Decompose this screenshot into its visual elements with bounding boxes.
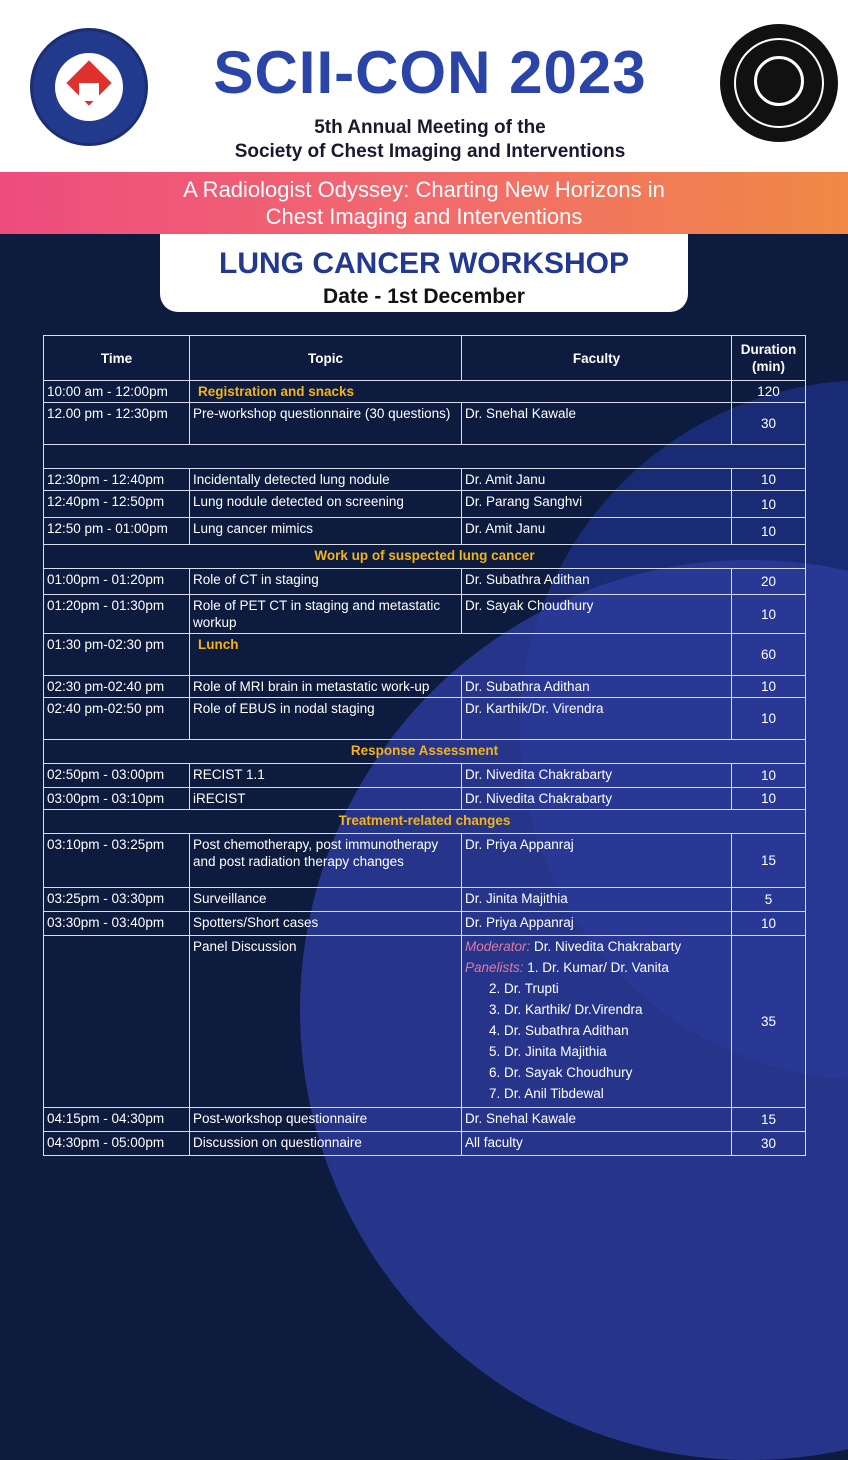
table-row bbox=[44, 381, 806, 403]
duration-cell: 5 bbox=[732, 888, 806, 912]
time-cell: 03:25pm - 03:30pm bbox=[44, 888, 190, 912]
topic-cell: Post chemotherapy, post immunotherapy and post radiation therapy changes bbox=[190, 834, 462, 888]
moderator-line bbox=[465, 938, 728, 955]
time-cell: 02:40 pm-02:50 pm bbox=[44, 698, 190, 740]
panelist-name: 2. Dr. Trupti bbox=[489, 981, 559, 996]
table-row bbox=[44, 888, 806, 912]
table-row bbox=[44, 491, 806, 518]
faculty-cell: Dr. Karthik/Dr. Virendra bbox=[462, 698, 732, 740]
time-cell: 03:00pm - 03:10pm bbox=[44, 788, 190, 810]
topic-cell: Role of CT in staging bbox=[190, 569, 462, 595]
panelists-label: Panelists: bbox=[465, 960, 524, 975]
workshop-title: LUNG CANCER WORKSHOP bbox=[219, 247, 629, 280]
moderator-label: Moderator: bbox=[465, 939, 531, 954]
spacer-row bbox=[44, 445, 806, 469]
table-row bbox=[44, 676, 806, 698]
duration-cell: 15 bbox=[732, 834, 806, 888]
topic-cell: Pre-workshop questionnaire (30 questions) bbox=[190, 403, 462, 445]
duration-cell: 10 bbox=[732, 469, 806, 491]
duration-cell: 10 bbox=[732, 491, 806, 518]
panelist-name: 7. Dr. Anil Tibdewal bbox=[489, 1086, 604, 1101]
duration-cell: 60 bbox=[732, 634, 806, 676]
table-row bbox=[44, 1108, 806, 1132]
moderator-name: Dr. Nivedita Chakrabarty bbox=[534, 939, 682, 954]
topic-cell: Panel Discussion bbox=[190, 936, 462, 1108]
table-row bbox=[44, 834, 806, 888]
time-cell: 12:50 pm - 01:00pm bbox=[44, 518, 190, 545]
section-row bbox=[44, 810, 806, 834]
topic-cell: Role of MRI brain in metastatic work-up bbox=[190, 676, 462, 698]
table-header-row bbox=[44, 336, 806, 381]
faculty-cell: Dr. Snehal Kawale bbox=[462, 1108, 732, 1132]
duration-cell: 10 bbox=[732, 518, 806, 545]
spacer-cell bbox=[44, 445, 806, 469]
panelist-line bbox=[465, 1043, 728, 1060]
time-cell: 01:30 pm-02:30 pm bbox=[44, 634, 190, 676]
scii-society-logo bbox=[720, 24, 838, 142]
table-row bbox=[44, 518, 806, 545]
event-subtitle: 5th Annual Meeting of the Society of Chest Imaging and Interventions bbox=[234, 117, 626, 162]
topic-cell: Registration and snacks bbox=[190, 381, 732, 403]
time-cell: 12:40pm - 12:50pm bbox=[44, 491, 190, 518]
topic-cell: Post-workshop questionnaire bbox=[190, 1108, 462, 1132]
faculty-cell: Dr. Nivedita Chakrabarty bbox=[462, 764, 732, 788]
duration-cell: 30 bbox=[732, 1132, 806, 1156]
topic-cell: Role of PET CT in staging and metastatic workup bbox=[190, 595, 462, 634]
topic-cell: Role of EBUS in nodal staging bbox=[190, 698, 462, 740]
duration-cell: 10 bbox=[732, 912, 806, 936]
topic-cell: Discussion on questionnaire bbox=[190, 1132, 462, 1156]
faculty-cell: All faculty bbox=[462, 1132, 732, 1156]
faculty-cell: Dr. Priya Appanraj bbox=[462, 834, 732, 888]
topic-cell: iRECIST bbox=[190, 788, 462, 810]
table-row bbox=[44, 788, 806, 810]
table-row bbox=[44, 595, 806, 634]
duration-cell: 10 bbox=[732, 676, 806, 698]
table-row bbox=[44, 936, 806, 1108]
time-cell: 03:30pm - 03:40pm bbox=[44, 912, 190, 936]
panelist-line bbox=[465, 1085, 728, 1102]
header-faculty: Faculty bbox=[462, 336, 732, 381]
panelist-line bbox=[465, 980, 728, 997]
panelist-name: 1. Dr. Kumar/ Dr. Vanita bbox=[527, 960, 669, 975]
time-cell bbox=[44, 936, 190, 1108]
time-cell: 04:15pm - 04:30pm bbox=[44, 1108, 190, 1132]
time-cell: 01:00pm - 01:20pm bbox=[44, 569, 190, 595]
duration-cell: 10 bbox=[732, 698, 806, 740]
faculty-cell: Dr. Sayak Choudhury bbox=[462, 595, 732, 634]
time-cell: 12:30pm - 12:40pm bbox=[44, 469, 190, 491]
section-row bbox=[44, 740, 806, 764]
time-cell: 04:30pm - 05:00pm bbox=[44, 1132, 190, 1156]
table-row bbox=[44, 1132, 806, 1156]
topic-cell: Lunch bbox=[190, 634, 732, 676]
time-cell: 02:50pm - 03:00pm bbox=[44, 764, 190, 788]
panelist-name: 6. Dr. Sayak Choudhury bbox=[489, 1065, 633, 1080]
table-row bbox=[44, 403, 806, 445]
duration-cell: 30 bbox=[732, 403, 806, 445]
event-title: SCII-CON 2023 bbox=[213, 39, 647, 106]
topic-cell: Surveillance bbox=[190, 888, 462, 912]
table-row bbox=[44, 912, 806, 936]
duration-cell: 10 bbox=[732, 788, 806, 810]
panelist-line bbox=[465, 1001, 728, 1018]
faculty-cell: Dr. Amit Janu bbox=[462, 469, 732, 491]
panelist-name: 5. Dr. Jinita Majithia bbox=[489, 1044, 607, 1059]
faculty-cell: Dr. Nivedita Chakrabarty bbox=[462, 788, 732, 810]
faculty-cell bbox=[462, 936, 732, 1108]
topic-cell: Lung cancer mimics bbox=[190, 518, 462, 545]
duration-cell: 15 bbox=[732, 1108, 806, 1132]
topic-cell: Incidentally detected lung nodule bbox=[190, 469, 462, 491]
faculty-cell: Dr. Subathra Adithan bbox=[462, 676, 732, 698]
faculty-cell: Dr. Parang Sanghvi bbox=[462, 491, 732, 518]
duration-cell: 20 bbox=[732, 569, 806, 595]
workshop-date: Date - 1st December bbox=[323, 285, 525, 308]
header-duration: Duration (min) bbox=[732, 336, 806, 381]
table-row bbox=[44, 569, 806, 595]
topic-cell: RECIST 1.1 bbox=[190, 764, 462, 788]
faculty-cell: Dr. Subathra Adithan bbox=[462, 569, 732, 595]
faculty-cell: Dr. Priya Appanraj bbox=[462, 912, 732, 936]
schedule-table bbox=[43, 335, 806, 1156]
section-title: Work up of suspected lung cancer bbox=[44, 545, 806, 569]
theme-text: A Radiologist Odyssey: Charting New Horizons in Chest Imaging and Interventions bbox=[183, 177, 665, 229]
faculty-cell: Dr. Amit Janu bbox=[462, 518, 732, 545]
panelist-name: 3. Dr. Karthik/ Dr.Virendra bbox=[489, 1002, 643, 1017]
duration-cell: 10 bbox=[732, 764, 806, 788]
topic-cell: Lung nodule detected on screening bbox=[190, 491, 462, 518]
section-title: Response Assessment bbox=[44, 740, 806, 764]
section-row bbox=[44, 545, 806, 569]
time-cell: 03:10pm - 03:25pm bbox=[44, 834, 190, 888]
panelist-line bbox=[465, 1022, 728, 1039]
section-title: Treatment-related changes bbox=[44, 810, 806, 834]
duration-cell: 35 bbox=[732, 936, 806, 1108]
faculty-cell: Dr. Jinita Majithia bbox=[462, 888, 732, 912]
faculty-cell: Dr. Snehal Kawale bbox=[462, 403, 732, 445]
table-row bbox=[44, 469, 806, 491]
panelist-line bbox=[465, 959, 728, 976]
table-row bbox=[44, 698, 806, 740]
time-cell: 01:20pm - 01:30pm bbox=[44, 595, 190, 634]
duration-cell: 120 bbox=[732, 381, 806, 403]
header-topic: Topic bbox=[190, 336, 462, 381]
header-time: Time bbox=[44, 336, 190, 381]
time-cell: 02:30 pm-02:40 pm bbox=[44, 676, 190, 698]
tata-memorial-logo bbox=[30, 28, 148, 146]
time-cell: 12.00 pm - 12:30pm bbox=[44, 403, 190, 445]
duration-cell: 10 bbox=[732, 595, 806, 634]
panelist-line bbox=[465, 1064, 728, 1081]
table-row bbox=[44, 634, 806, 676]
table-row bbox=[44, 764, 806, 788]
topic-cell: Spotters/Short cases bbox=[190, 912, 462, 936]
time-cell: 10:00 am - 12:00pm bbox=[44, 381, 190, 403]
panelist-name: 4. Dr. Subathra Adithan bbox=[489, 1023, 629, 1038]
